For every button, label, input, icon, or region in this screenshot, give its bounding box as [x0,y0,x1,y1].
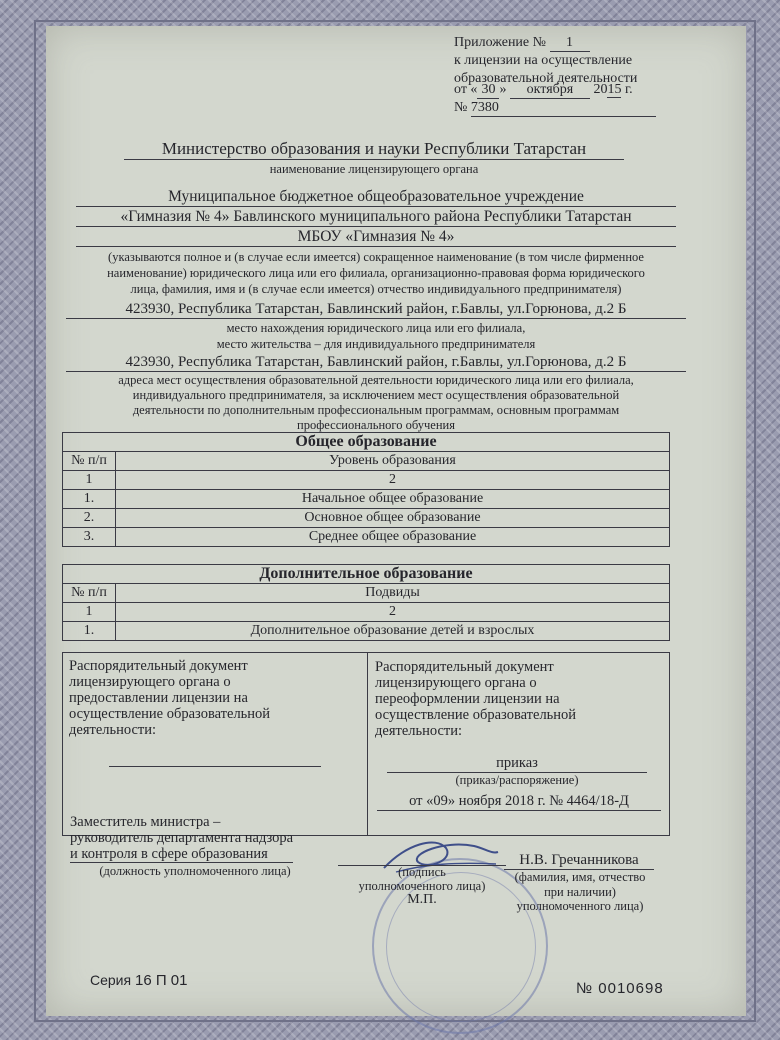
activity-address: 423930, Республика Татарстан, Бавлинский район, г.Бавлы, ул.Горюнова, д.2 Б [66,354,686,372]
grant-document-blank-line [109,765,321,767]
additional-education-table [62,564,670,641]
reissue-document-line: деятельности: [375,723,463,739]
legal-address: 423930, Республика Татарстан, Бавлинский район, г.Бавлы, ул.Горюнова, д.2 Б [66,301,686,319]
activity-address-caption-3: деятельности по дополнительным профессиональным программам, основным программам [132,403,620,417]
column-index-1: 1 [63,603,116,622]
table-row [63,433,670,452]
grant-document-line: лицензирующего органа о [69,674,231,690]
column-index-2: 2 [116,471,670,490]
signatory-name-caption-line: (фамилия, имя, отчество [514,870,646,884]
table-row [63,452,670,471]
table-row [63,584,670,603]
grant-document-line: Распорядительный документ [69,658,248,674]
signatory-position-caption: (должность уполномоченного лица) [99,864,291,878]
appendix-prefix: Приложение № [454,35,546,50]
organization-caption-3: лица, фамилия, имя и (в случае если имеется) отчество индивидуального предпринимателя) [130,282,622,296]
grant-document-label [69,658,270,738]
organization-caption-2: наименование) юридического лица или его филиала, организационно-правовая форма юридического [107,266,645,280]
license-number-label: № [454,100,468,115]
organization-name-line1: Муниципальное бюджетное общеобразовательное учреждение [76,188,676,207]
row-number: 3. [63,528,116,547]
appendix-label [454,35,590,52]
legal-address-caption-2: место жительства – для индивидуального предпринимателя [216,337,536,351]
form-number-value: 0010698 [598,980,664,997]
license-number: 7380 [471,100,656,117]
signatory-position-line: руководитель департамента надзора [70,830,294,846]
column-header-level: Уровень образования [116,452,670,471]
activity-address-caption-4: профессионального обучения [297,418,455,432]
signature-caption-line: (подпись [398,865,446,879]
reissue-document-line: переоформлении лицензии на [375,691,560,707]
appendix-date [454,82,633,99]
date-year-suffix: г. [624,82,633,97]
appendix-number: 1 [550,35,590,52]
reissue-document-line: осуществление образовательной [375,707,577,723]
education-level: Среднее общее образование [116,528,670,547]
order-type-caption: (приказ/распоряжение) [455,773,579,787]
reissue-document-label [375,659,576,739]
series-value: 16 П 01 [134,972,188,989]
organization-name-line2: «Гимназия № 4» Бавлинского муниципального района Республики Татарстан [76,208,676,227]
column-index-1: 1 [63,471,116,490]
column-header-subtype: Подвиды [116,584,670,603]
series-line [90,972,187,989]
signatory-position-line: Заместитель министра – [70,814,221,830]
grant-document-line: предоставлении лицензии на [69,690,248,706]
signature-caption [338,865,506,907]
appendix-line2: к лицензии на осуществление [454,53,633,68]
license-number-line [454,100,656,117]
order-type: приказ [387,755,647,773]
form-number-label: № [576,980,594,997]
date-day: 30 [477,82,499,99]
education-subtype: Дополнительное образование детей и взрослых [116,622,670,641]
column-header-number: № п/п [63,584,116,603]
legal-address-caption-1: место нахождения юридического лица или его филиала, [226,321,526,335]
additional-education-title: Дополнительное образование [63,565,670,584]
seal-place-label: М.П. [407,892,437,907]
signatory-position [70,814,293,863]
table-row [63,565,670,584]
order-reference: от «09» ноября 2018 г. № 4464/18-Д [377,793,661,811]
grant-document-line: деятельности: [69,722,157,738]
form-number-line [576,980,664,997]
series-label: Серия [90,972,132,988]
date-from-label: от « [454,82,478,97]
general-education-title: Общее образование [63,433,670,452]
documents-divider [367,653,368,835]
activity-address-caption-1: адреса мест осуществления образовательной деятельности юридического лица или его филиала, [118,373,634,387]
organization-caption-1: (указываются полное и (в случае если имеется) сокращенное наименование (в том числе фирменное [108,250,644,264]
row-number: 1. [63,490,116,509]
table-row [63,622,670,641]
grant-document-line: осуществление образовательной [69,706,271,722]
date-year: 15 [607,82,622,97]
date-month: октября [510,82,590,99]
table-row [63,528,670,547]
column-index-2: 2 [116,603,670,622]
table-row [63,471,670,490]
education-level: Основное общее образование [116,509,670,528]
table-row [63,490,670,509]
reissue-document-line: лицензирующего органа о [375,675,537,691]
organization-short-name: МБОУ «Гимназия № 4» [76,228,676,247]
activity-address-caption-2: индивидуального предпринимателя, за исключением мест осуществления образовательной [132,388,620,402]
general-education-table [62,432,670,547]
signatory-name-caption-line: уполномоченного лица) [516,899,644,913]
documents-block [62,652,670,836]
reissue-document-line: Распорядительный документ [375,659,554,675]
authority-name: Министерство образования и науки Республики Татарстан [124,139,624,160]
date-quote-close: » [499,82,507,97]
date-year-prefix: 20 [593,82,608,97]
row-number: 1. [63,622,116,641]
table-row [63,509,670,528]
signature-caption-line: уполномоченного лица) [358,879,486,893]
row-number: 2. [63,509,116,528]
table-row [63,603,670,622]
signatory-name-caption-line: при наличии) [544,884,616,899]
signatory-position-line: и контроля в сфере образования [70,846,293,863]
signatory-name: Н.В. Гречанникова [504,852,654,870]
document-sheet [46,26,746,1016]
signatory-name-caption [490,870,670,914]
column-header-number: № п/п [63,452,116,471]
education-level: Начальное общее образование [116,490,670,509]
authority-caption: наименование лицензирующего органа [269,162,479,176]
appendix-line3: образовательной деятельности [454,71,638,86]
